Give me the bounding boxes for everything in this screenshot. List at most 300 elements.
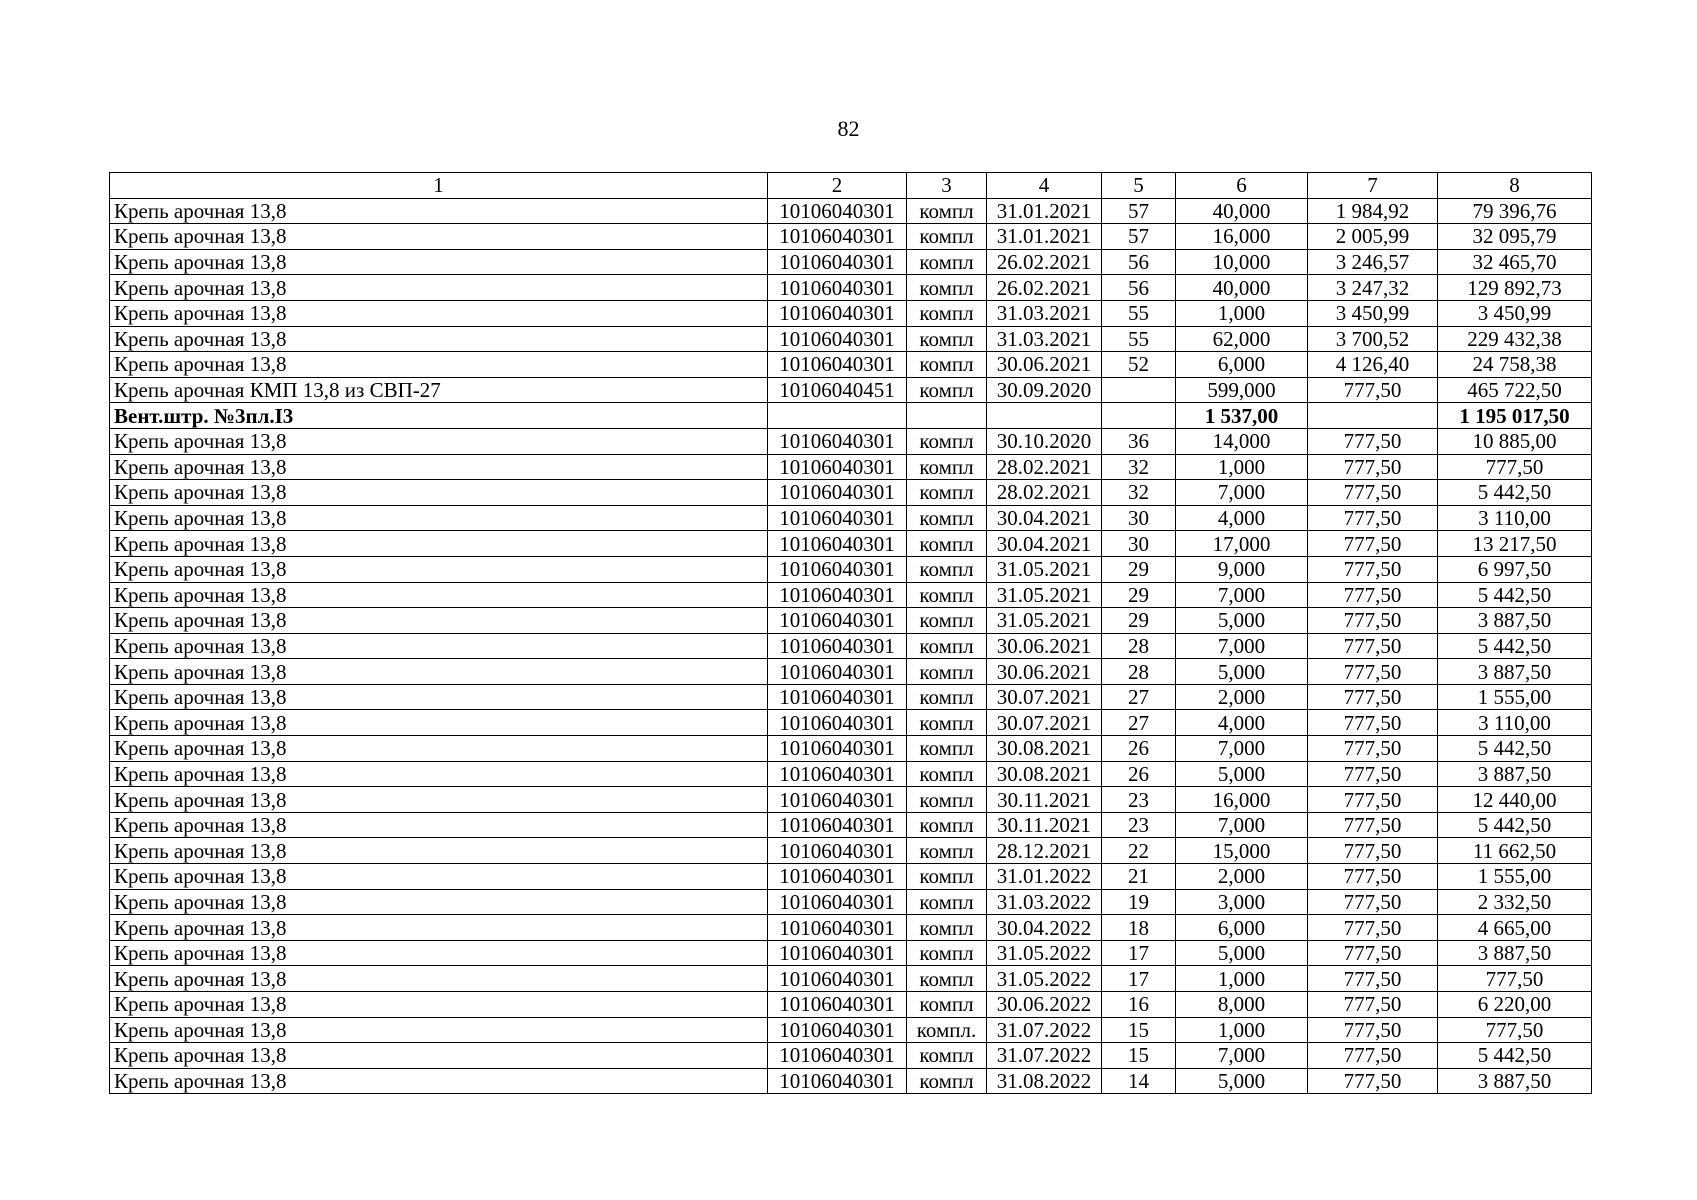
item-code-cell: 10106040301 — [768, 992, 907, 1018]
item-code-cell: 10106040301 — [768, 812, 907, 838]
price-cell: 777,50 — [1308, 633, 1438, 659]
date-cell — [987, 403, 1102, 429]
unit-cell: компл — [907, 761, 987, 787]
quantity-cell: 7,000 — [1176, 480, 1308, 506]
unit-cell: компл — [907, 198, 987, 224]
unit-cell: компл — [907, 275, 987, 301]
table-row — [110, 710, 1592, 736]
sum-cell: 5 442,50 — [1438, 480, 1592, 506]
column-number: 7 — [1308, 173, 1438, 199]
price-cell: 777,50 — [1308, 864, 1438, 890]
sum-cell: 3 887,50 — [1438, 608, 1592, 634]
column-number: 8 — [1438, 173, 1592, 199]
price-cell: 777,50 — [1308, 940, 1438, 966]
item-name-cell: Крепь арочная 13,8 — [110, 736, 768, 762]
date-cell: 30.07.2021 — [987, 684, 1102, 710]
item-name-cell: Крепь арочная 13,8 — [110, 505, 768, 531]
price-cell: 777,50 — [1308, 710, 1438, 736]
price-cell: 777,50 — [1308, 505, 1438, 531]
quantity-cell: 3,000 — [1176, 889, 1308, 915]
quantity-cell: 1,000 — [1176, 300, 1308, 326]
item-code-cell: 10106040301 — [768, 736, 907, 762]
price-cell: 777,50 — [1308, 608, 1438, 634]
months-cell: 28 — [1102, 659, 1176, 685]
item-code-cell: 10106040301 — [768, 1068, 907, 1094]
price-cell: 777,50 — [1308, 659, 1438, 685]
quantity-cell: 4,000 — [1176, 710, 1308, 736]
months-cell: 30 — [1102, 531, 1176, 557]
item-name-cell: Крепь арочная 13,8 — [110, 224, 768, 250]
date-cell: 30.04.2021 — [987, 505, 1102, 531]
item-code-cell: 10106040301 — [768, 454, 907, 480]
date-cell: 31.05.2022 — [987, 940, 1102, 966]
date-cell: 31.03.2021 — [987, 300, 1102, 326]
item-name-cell: Крепь арочная 13,8 — [110, 915, 768, 941]
months-cell: 22 — [1102, 838, 1176, 864]
item-code-cell: 10106040451 — [768, 377, 907, 403]
unit-cell: компл — [907, 710, 987, 736]
item-code-cell: 10106040301 — [768, 300, 907, 326]
unit-cell: компл — [907, 684, 987, 710]
item-name-cell: Крепь арочная 13,8 — [110, 659, 768, 685]
sum-cell: 5 442,50 — [1438, 812, 1592, 838]
date-cell: 31.05.2021 — [987, 608, 1102, 634]
item-code-cell: 10106040301 — [768, 198, 907, 224]
table-row — [110, 889, 1592, 915]
table-row — [110, 940, 1592, 966]
months-cell — [1102, 403, 1176, 429]
table-row — [110, 531, 1592, 557]
price-cell: 2 005,99 — [1308, 224, 1438, 250]
table-row — [110, 608, 1592, 634]
months-cell: 52 — [1102, 352, 1176, 378]
item-name-cell: Крепь арочная КМП 13,8 из СВП-27 — [110, 377, 768, 403]
quantity-cell: 15,000 — [1176, 838, 1308, 864]
table-row — [110, 480, 1592, 506]
quantity-cell: 8,000 — [1176, 992, 1308, 1018]
date-cell: 31.01.2021 — [987, 224, 1102, 250]
sum-cell: 11 662,50 — [1438, 838, 1592, 864]
unit-cell: компл — [907, 531, 987, 557]
months-cell: 15 — [1102, 1043, 1176, 1069]
item-code-cell: 10106040301 — [768, 1017, 907, 1043]
sum-cell: 13 217,50 — [1438, 531, 1592, 557]
sum-cell: 229 432,38 — [1438, 326, 1592, 352]
item-name-cell: Крепь арочная 13,8 — [110, 454, 768, 480]
item-name-cell: Крепь арочная 13,8 — [110, 249, 768, 275]
unit-cell: компл — [907, 889, 987, 915]
date-cell: 31.08.2022 — [987, 1068, 1102, 1094]
date-cell: 31.01.2021 — [987, 198, 1102, 224]
months-cell: 29 — [1102, 608, 1176, 634]
item-code-cell: 10106040301 — [768, 838, 907, 864]
table-row — [110, 812, 1592, 838]
table-row — [110, 224, 1592, 250]
date-cell: 30.10.2020 — [987, 428, 1102, 454]
column-number: 1 — [110, 173, 768, 199]
sum-cell: 24 758,38 — [1438, 352, 1592, 378]
quantity-cell: 5,000 — [1176, 940, 1308, 966]
item-name-cell: Крепь арочная 13,8 — [110, 608, 768, 634]
months-cell: 23 — [1102, 787, 1176, 813]
quantity-cell: 14,000 — [1176, 428, 1308, 454]
date-cell: 30.08.2021 — [987, 761, 1102, 787]
unit-cell: компл — [907, 787, 987, 813]
price-cell: 777,50 — [1308, 812, 1438, 838]
quantity-cell: 1,000 — [1176, 1017, 1308, 1043]
item-code-cell: 10106040301 — [768, 915, 907, 941]
quantity-cell: 1,000 — [1176, 966, 1308, 992]
item-code-cell: 10106040301 — [768, 531, 907, 557]
quantity-cell: 7,000 — [1176, 633, 1308, 659]
quantity-cell: 4,000 — [1176, 505, 1308, 531]
item-name-cell: Крепь арочная 13,8 — [110, 428, 768, 454]
price-cell: 777,50 — [1308, 838, 1438, 864]
quantity-cell: 40,000 — [1176, 198, 1308, 224]
sum-cell: 1 195 017,50 — [1438, 403, 1592, 429]
sum-cell: 32 095,79 — [1438, 224, 1592, 250]
unit-cell: компл — [907, 736, 987, 762]
item-code-cell: 10106040301 — [768, 582, 907, 608]
date-cell: 28.02.2021 — [987, 454, 1102, 480]
column-number: 2 — [768, 173, 907, 199]
sum-cell: 3 887,50 — [1438, 940, 1592, 966]
sum-cell: 1 555,00 — [1438, 684, 1592, 710]
price-cell: 3 247,32 — [1308, 275, 1438, 301]
quantity-cell: 6,000 — [1176, 352, 1308, 378]
price-cell: 777,50 — [1308, 1043, 1438, 1069]
quantity-cell: 17,000 — [1176, 531, 1308, 557]
sum-cell: 3 110,00 — [1438, 505, 1592, 531]
unit-cell: компл. — [907, 1017, 987, 1043]
date-cell: 30.04.2021 — [987, 531, 1102, 557]
date-cell: 31.05.2021 — [987, 582, 1102, 608]
quantity-cell: 7,000 — [1176, 812, 1308, 838]
quantity-cell: 10,000 — [1176, 249, 1308, 275]
sum-cell: 1 555,00 — [1438, 864, 1592, 890]
date-cell: 31.05.2022 — [987, 966, 1102, 992]
table-row — [110, 736, 1592, 762]
sum-cell: 129 892,73 — [1438, 275, 1592, 301]
price-cell: 3 700,52 — [1308, 326, 1438, 352]
unit-cell: компл — [907, 864, 987, 890]
table-row — [110, 633, 1592, 659]
months-cell: 32 — [1102, 454, 1176, 480]
sum-cell: 5 442,50 — [1438, 736, 1592, 762]
item-code-cell: 10106040301 — [768, 1043, 907, 1069]
quantity-cell: 7,000 — [1176, 582, 1308, 608]
item-name-cell: Крепь арочная 13,8 — [110, 531, 768, 557]
item-code-cell: 10106040301 — [768, 275, 907, 301]
quantity-cell: 5,000 — [1176, 761, 1308, 787]
table-row — [110, 198, 1592, 224]
sum-cell: 5 442,50 — [1438, 1043, 1592, 1069]
table-row — [110, 659, 1592, 685]
unit-cell: компл — [907, 812, 987, 838]
date-cell: 30.06.2022 — [987, 992, 1102, 1018]
price-cell: 3 450,99 — [1308, 300, 1438, 326]
months-cell: 29 — [1102, 582, 1176, 608]
sum-cell: 3 887,50 — [1438, 1068, 1592, 1094]
item-name-cell: Крепь арочная 13,8 — [110, 966, 768, 992]
item-name-cell: Крепь арочная 13,8 — [110, 889, 768, 915]
date-cell: 28.12.2021 — [987, 838, 1102, 864]
sum-cell: 32 465,70 — [1438, 249, 1592, 275]
price-cell: 777,50 — [1308, 915, 1438, 941]
item-code-cell: 10106040301 — [768, 326, 907, 352]
unit-cell: компл — [907, 915, 987, 941]
date-cell: 30.09.2020 — [987, 377, 1102, 403]
quantity-cell: 9,000 — [1176, 556, 1308, 582]
item-name-cell: Крепь арочная 13,8 — [110, 1017, 768, 1043]
sum-cell: 10 885,00 — [1438, 428, 1592, 454]
unit-cell: компл — [907, 582, 987, 608]
date-cell: 31.07.2022 — [987, 1017, 1102, 1043]
item-name-cell: Крепь арочная 13,8 — [110, 480, 768, 506]
date-cell: 31.03.2021 — [987, 326, 1102, 352]
price-cell: 777,50 — [1308, 428, 1438, 454]
item-code-cell: 10106040301 — [768, 684, 907, 710]
sum-cell: 3 450,99 — [1438, 300, 1592, 326]
price-cell: 777,50 — [1308, 531, 1438, 557]
date-cell: 30.11.2021 — [987, 812, 1102, 838]
item-code-cell: 10106040301 — [768, 710, 907, 736]
item-code-cell: 10106040301 — [768, 864, 907, 890]
sum-cell: 4 665,00 — [1438, 915, 1592, 941]
price-cell — [1308, 403, 1438, 429]
price-cell: 777,50 — [1308, 1017, 1438, 1043]
months-cell: 17 — [1102, 966, 1176, 992]
months-cell: 57 — [1102, 198, 1176, 224]
column-number: 4 — [987, 173, 1102, 199]
quantity-cell: 5,000 — [1176, 608, 1308, 634]
item-name-cell: Крепь арочная 13,8 — [110, 275, 768, 301]
months-cell: 27 — [1102, 710, 1176, 736]
table-row — [110, 556, 1592, 582]
unit-cell: компл — [907, 377, 987, 403]
item-name-cell: Крепь арочная 13,8 — [110, 838, 768, 864]
unit-cell — [907, 403, 987, 429]
quantity-cell: 1,000 — [1176, 454, 1308, 480]
column-number: 5 — [1102, 173, 1176, 199]
months-cell: 55 — [1102, 326, 1176, 352]
quantity-cell: 2,000 — [1176, 684, 1308, 710]
table-row — [110, 300, 1592, 326]
table-row — [110, 1043, 1592, 1069]
unit-cell: компл — [907, 1043, 987, 1069]
table-row — [110, 275, 1592, 301]
unit-cell: компл — [907, 352, 987, 378]
item-name-cell: Крепь арочная 13,8 — [110, 992, 768, 1018]
item-name-cell: Крепь арочная 13,8 — [110, 710, 768, 736]
item-code-cell: 10106040301 — [768, 940, 907, 966]
date-cell: 30.06.2021 — [987, 633, 1102, 659]
table-row — [110, 326, 1592, 352]
months-cell: 32 — [1102, 480, 1176, 506]
months-cell: 21 — [1102, 864, 1176, 890]
months-cell — [1102, 377, 1176, 403]
sum-cell: 6 997,50 — [1438, 556, 1592, 582]
quantity-cell: 2,000 — [1176, 864, 1308, 890]
months-cell: 57 — [1102, 224, 1176, 250]
sum-cell: 3 887,50 — [1438, 761, 1592, 787]
months-cell: 23 — [1102, 812, 1176, 838]
table-row — [110, 864, 1592, 890]
unit-cell: компл — [907, 966, 987, 992]
item-name-cell: Крепь арочная 13,8 — [110, 940, 768, 966]
unit-cell: компл — [907, 224, 987, 250]
sum-cell: 79 396,76 — [1438, 198, 1592, 224]
item-code-cell: 10106040301 — [768, 659, 907, 685]
date-cell: 28.02.2021 — [987, 480, 1102, 506]
date-cell: 30.06.2021 — [987, 352, 1102, 378]
item-name-cell: Крепь арочная 13,8 — [110, 684, 768, 710]
item-name-cell: Крепь арочная 13,8 — [110, 582, 768, 608]
item-name-cell: Крепь арочная 13,8 — [110, 352, 768, 378]
table-row — [110, 505, 1592, 531]
sum-cell: 777,50 — [1438, 1017, 1592, 1043]
table-row — [110, 915, 1592, 941]
page-number: 82 — [837, 116, 860, 141]
item-name-cell: Крепь арочная 13,8 — [110, 300, 768, 326]
unit-cell: компл — [907, 428, 987, 454]
table-row — [110, 992, 1592, 1018]
price-cell: 777,50 — [1308, 787, 1438, 813]
item-code-cell: 10106040301 — [768, 889, 907, 915]
table-row — [110, 684, 1592, 710]
table-row — [110, 838, 1592, 864]
table-row — [110, 428, 1592, 454]
item-code-cell: 10106040301 — [768, 556, 907, 582]
months-cell: 55 — [1102, 300, 1176, 326]
unit-cell: компл — [907, 940, 987, 966]
price-cell: 1 984,92 — [1308, 198, 1438, 224]
quantity-cell: 16,000 — [1176, 787, 1308, 813]
quantity-cell: 599,000 — [1176, 377, 1308, 403]
item-code-cell — [768, 403, 907, 429]
months-cell: 36 — [1102, 428, 1176, 454]
sum-cell: 5 442,50 — [1438, 582, 1592, 608]
months-cell: 17 — [1102, 940, 1176, 966]
item-code-cell: 10106040301 — [768, 787, 907, 813]
unit-cell: компл — [907, 454, 987, 480]
table-row — [110, 966, 1592, 992]
unit-cell: компл — [907, 1068, 987, 1094]
sum-cell: 465 722,50 — [1438, 377, 1592, 403]
unit-cell: компл — [907, 992, 987, 1018]
date-cell: 30.07.2021 — [987, 710, 1102, 736]
price-cell: 777,50 — [1308, 992, 1438, 1018]
price-cell: 4 126,40 — [1308, 352, 1438, 378]
item-name-cell: Крепь арочная 13,8 — [110, 1043, 768, 1069]
table-row — [110, 761, 1592, 787]
item-code-cell: 10106040301 — [768, 352, 907, 378]
date-cell: 31.07.2022 — [987, 1043, 1102, 1069]
quantity-cell: 5,000 — [1176, 1068, 1308, 1094]
months-cell: 29 — [1102, 556, 1176, 582]
unit-cell: компл — [907, 300, 987, 326]
months-cell: 19 — [1102, 889, 1176, 915]
section-total-row — [110, 403, 1592, 429]
sum-cell: 777,50 — [1438, 966, 1592, 992]
item-code-cell: 10106040301 — [768, 761, 907, 787]
unit-cell: компл — [907, 556, 987, 582]
item-code-cell: 10106040301 — [768, 428, 907, 454]
price-cell: 777,50 — [1308, 556, 1438, 582]
date-cell: 30.04.2022 — [987, 915, 1102, 941]
date-cell: 31.05.2021 — [987, 556, 1102, 582]
date-cell: 31.03.2022 — [987, 889, 1102, 915]
sum-cell: 777,50 — [1438, 454, 1592, 480]
item-code-cell: 10106040301 — [768, 505, 907, 531]
item-name-cell: Крепь арочная 13,8 — [110, 556, 768, 582]
quantity-cell: 7,000 — [1176, 736, 1308, 762]
price-cell: 3 246,57 — [1308, 249, 1438, 275]
date-cell: 26.02.2021 — [987, 249, 1102, 275]
price-cell: 777,50 — [1308, 454, 1438, 480]
unit-cell: компл — [907, 480, 987, 506]
quantity-cell: 1 537,00 — [1176, 403, 1308, 429]
price-cell: 777,50 — [1308, 889, 1438, 915]
table-row — [110, 352, 1592, 378]
item-name-cell: Крепь арочная 13,8 — [110, 326, 768, 352]
months-cell: 14 — [1102, 1068, 1176, 1094]
item-code-cell: 10106040301 — [768, 608, 907, 634]
months-cell: 56 — [1102, 275, 1176, 301]
months-cell: 56 — [1102, 249, 1176, 275]
sum-cell: 2 332,50 — [1438, 889, 1592, 915]
item-name-cell: Вент.штр. №3пл.I3 — [110, 403, 768, 429]
date-cell: 31.01.2022 — [987, 864, 1102, 890]
unit-cell: компл — [907, 608, 987, 634]
price-cell: 777,50 — [1308, 966, 1438, 992]
item-code-cell: 10106040301 — [768, 224, 907, 250]
item-name-cell: Крепь арочная 13,8 — [110, 812, 768, 838]
price-cell: 777,50 — [1308, 761, 1438, 787]
item-name-cell: Крепь арочная 13,8 — [110, 633, 768, 659]
unit-cell: компл — [907, 249, 987, 275]
months-cell: 28 — [1102, 633, 1176, 659]
item-name-cell: Крепь арочная 13,8 — [110, 198, 768, 224]
item-name-cell: Крепь арочная 13,8 — [110, 787, 768, 813]
unit-cell: компл — [907, 838, 987, 864]
price-cell: 777,50 — [1308, 377, 1438, 403]
column-number-row — [110, 173, 1592, 199]
sum-cell: 5 442,50 — [1438, 633, 1592, 659]
date-cell: 26.02.2021 — [987, 275, 1102, 301]
months-cell: 27 — [1102, 684, 1176, 710]
months-cell: 16 — [1102, 992, 1176, 1018]
date-cell: 30.11.2021 — [987, 787, 1102, 813]
quantity-cell: 16,000 — [1176, 224, 1308, 250]
price-cell: 777,50 — [1308, 1068, 1438, 1094]
sum-cell: 12 440,00 — [1438, 787, 1592, 813]
table-row — [110, 787, 1592, 813]
sum-cell: 6 220,00 — [1438, 992, 1592, 1018]
months-cell: 26 — [1102, 761, 1176, 787]
sum-cell: 3 110,00 — [1438, 710, 1592, 736]
price-cell: 777,50 — [1308, 480, 1438, 506]
table-row — [110, 1017, 1592, 1043]
months-cell: 30 — [1102, 505, 1176, 531]
months-cell: 26 — [1102, 736, 1176, 762]
table-body — [110, 173, 1592, 1094]
unit-cell: компл — [907, 505, 987, 531]
item-name-cell: Крепь арочная 13,8 — [110, 864, 768, 890]
date-cell: 30.06.2021 — [987, 659, 1102, 685]
months-cell: 18 — [1102, 915, 1176, 941]
column-number: 6 — [1176, 173, 1308, 199]
